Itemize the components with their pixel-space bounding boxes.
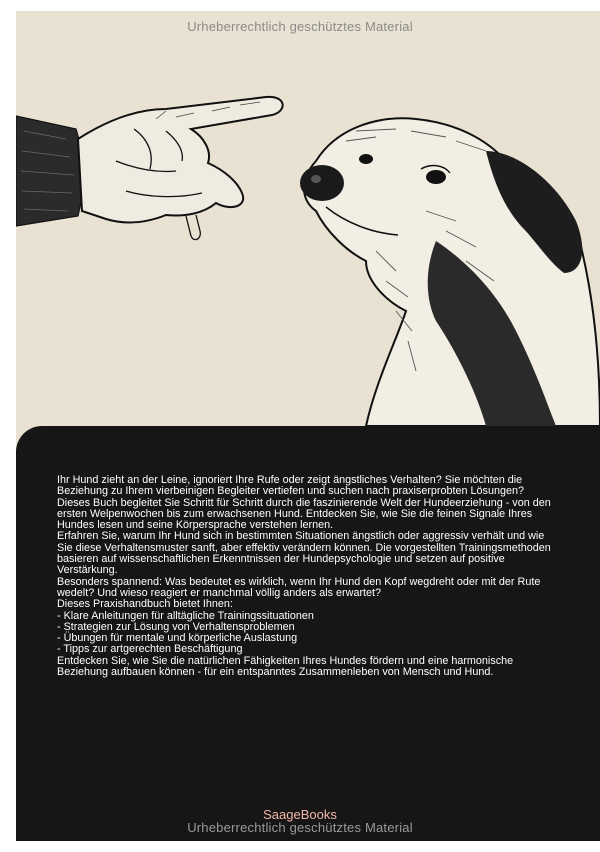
blurb-line: Entdecken Sie, wie Sie die natürlichen Fähigkeiten Ihres Hundes fördern und eine harmonische bbox=[57, 654, 514, 667]
blurb-line: Dieses Buch begleitet Sie Schritt für Schritt durch die faszinierende Welt der Hundeerziehung - von den bbox=[57, 496, 551, 509]
blurb-line: basieren auf wissenschaftlichen Erkenntnissen der Hundepsychologie und setzen auf positive bbox=[57, 553, 505, 566]
bullet-item: - Klare Anleitungen für alltägliche Trainingssituationen bbox=[57, 609, 314, 622]
blurb-line: Hundes lesen und seine Körpersprache verstehen lernen. bbox=[57, 519, 334, 532]
publisher-name: SaageBooks bbox=[263, 807, 337, 822]
dog-head-icon bbox=[300, 118, 600, 426]
blurb-line: wedelt? Und wieso reagiert er manchmal völlig anders als erwartet? bbox=[57, 586, 382, 599]
copyright-watermark-top: Urheberrechtlich geschütztes Material bbox=[187, 19, 413, 34]
bullet-item: - Strategien zur Lösung von Verhaltensproblemen bbox=[57, 620, 295, 633]
blurb-line: Besonders spannend: Was bedeutet es wirklich, wenn Ihr Hund den Kopf wegdreht oder mit der Rute bbox=[57, 575, 541, 588]
back-cover-blurb bbox=[57, 475, 557, 678]
blurb-line: Dieses Praxishandbuch bietet Ihnen: bbox=[57, 598, 233, 611]
blurb-line: Sie diese Verhaltensmuster sanft, aber effektiv verändern können. Die vorgestellten Trainingsmethoden bbox=[57, 541, 551, 554]
blurb-line: Erfahren Sie, warum Ihr Hund sich in bestimmten Situationen ängstlich oder aggressiv verhält und wie bbox=[57, 530, 545, 543]
blurb-line: Beziehung aufbauen können - für ein entspanntes Zusammenleben von Mensch und Hund. bbox=[57, 666, 494, 679]
bullet-item: - Tipps zur artgerechten Beschäftigung bbox=[57, 643, 243, 656]
blurb-line: Beziehung zu Ihrem vierbeinigen Begleiter vertiefen und suchen nach praxiserprobten Lösungen? bbox=[57, 485, 524, 498]
bullet-item: - Übungen für mentale und körperliche Auslastung bbox=[57, 632, 298, 645]
blurb-line: ersten Welpenwochen bis zum erwachsenen Hund. Entdecken Sie, wie Sie die feinen Signale Ihres bbox=[57, 507, 533, 520]
copyright-watermark-bottom: Urheberrechtlich geschütztes Material bbox=[187, 820, 413, 835]
book-cover bbox=[16, 11, 600, 841]
blurb-line: Verstärkung. bbox=[57, 564, 118, 577]
pointing-hand-icon bbox=[16, 97, 283, 240]
blurb-line: Ihr Hund zieht an der Leine, ignoriert Ihre Rufe oder zeigt ängstliches Verhalten? Sie möchten die bbox=[57, 474, 523, 486]
